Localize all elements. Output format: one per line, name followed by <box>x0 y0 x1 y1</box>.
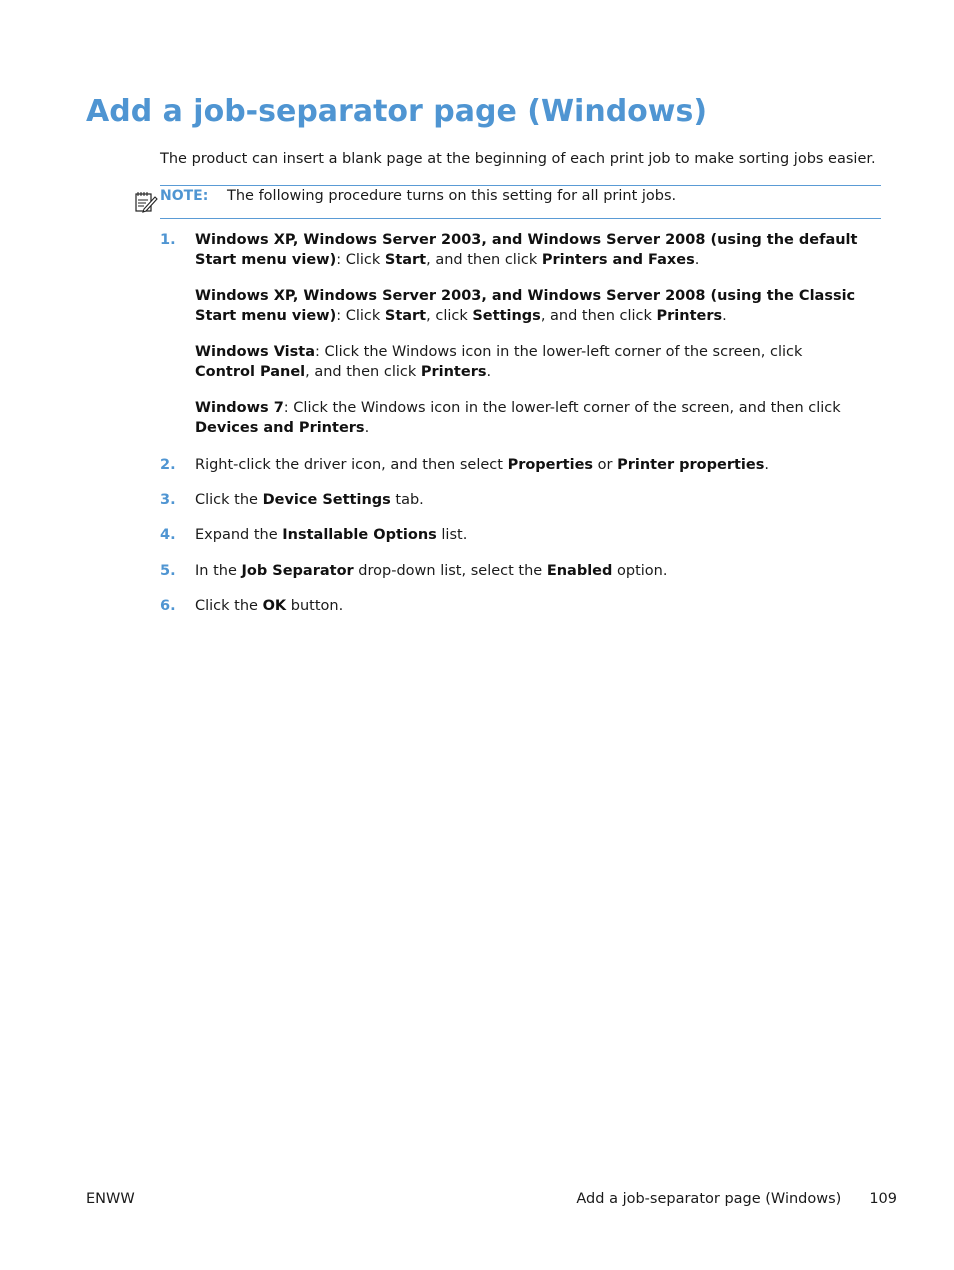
text: tab. <box>390 492 424 508</box>
bold-text: Device Settings <box>262 492 391 508</box>
bold-text: Windows Vista <box>195 344 315 360</box>
bold-text: Windows XP, Windows Server 2003, and Windows Server 2008 (using the Classic Start menu view) <box>195 288 856 324</box>
text: : Click <box>336 308 385 324</box>
text: Expand the <box>195 527 283 543</box>
bold-text: Printer properties <box>617 457 765 473</box>
text: . <box>694 252 700 268</box>
step-paragraph <box>195 230 860 270</box>
bold-text: Properties <box>507 457 594 473</box>
text: Right-click the driver icon, and then select <box>195 457 508 473</box>
step-body <box>195 561 860 581</box>
bold-text: Control Panel <box>195 364 306 380</box>
note-label: NOTE: <box>160 188 209 204</box>
step-paragraph <box>195 490 860 510</box>
text: option. <box>612 563 668 579</box>
bold-text: Windows XP, Windows Server 2003, and Windows Server 2008 (using the default Start menu view) <box>195 232 858 268</box>
note-pad-icon <box>134 189 158 213</box>
text: . <box>486 364 492 380</box>
step-body <box>195 525 860 545</box>
text: , click <box>426 308 473 324</box>
bold-text: Printers <box>420 364 487 380</box>
step-number: 2. <box>160 457 176 473</box>
bold-text: Start <box>384 308 427 324</box>
text: button. <box>286 598 344 614</box>
text: . <box>364 420 370 436</box>
text: . <box>722 308 727 324</box>
step-paragraph <box>195 286 860 326</box>
bold-text: Installable Options <box>282 527 437 543</box>
step-number: 4. <box>160 527 176 543</box>
step-number: 3. <box>160 492 176 508</box>
step-paragraph <box>195 398 860 438</box>
step-body <box>195 596 860 616</box>
footer-right <box>576 1189 897 1209</box>
intro-paragraph: The product can insert a blank page at the beginning of each print job to make sorting jobs easier. <box>160 151 876 167</box>
note-box <box>160 185 881 219</box>
step-body <box>195 230 860 438</box>
bold-text: Settings <box>472 308 541 324</box>
step-paragraph <box>195 525 860 545</box>
footer-section-title: Add a job-separator page (Windows) <box>576 1191 842 1207</box>
text: . <box>764 457 769 473</box>
text: , and then click <box>426 252 542 268</box>
step-paragraph <box>195 596 860 616</box>
bold-text: Start <box>384 252 427 268</box>
text: or <box>593 457 618 473</box>
text: Click the <box>195 492 263 508</box>
text: Click the <box>195 598 263 614</box>
page-title: Add a job-separator page (Windows) <box>86 94 708 129</box>
text: list. <box>436 527 468 543</box>
step-number: 1. <box>160 232 176 248</box>
bold-text: Devices and Printers <box>195 420 365 436</box>
bold-text: Enabled <box>546 563 613 579</box>
text: : Click the Windows icon in the lower-left corner of the screen, and then click <box>283 400 841 416</box>
step-number: 5. <box>160 563 176 579</box>
note-text: The following procedure turns on this setting for all print jobs. <box>227 188 677 204</box>
text: : Click the Windows icon in the lower-left corner of the screen, click <box>315 344 803 360</box>
text: , and then click <box>540 308 657 324</box>
text: : Click <box>336 252 385 268</box>
text: , and then click <box>305 364 421 380</box>
step-paragraph <box>195 561 860 581</box>
bold-text: Windows 7 <box>195 400 284 416</box>
bold-text: Job Separator <box>241 563 354 579</box>
bold-text: Printers and Faxes <box>541 252 695 268</box>
step-paragraph <box>195 455 860 475</box>
step-number: 6. <box>160 598 176 614</box>
step-body <box>195 455 860 475</box>
page-number: 109 <box>869 1191 897 1207</box>
bold-text: OK <box>262 598 287 614</box>
bold-text: Printers <box>656 308 723 324</box>
step-paragraph <box>195 342 860 382</box>
text: In the <box>195 563 242 579</box>
step-body <box>195 490 860 510</box>
text: drop-down list, select the <box>353 563 547 579</box>
footer-locale: ENWW <box>86 1191 135 1207</box>
